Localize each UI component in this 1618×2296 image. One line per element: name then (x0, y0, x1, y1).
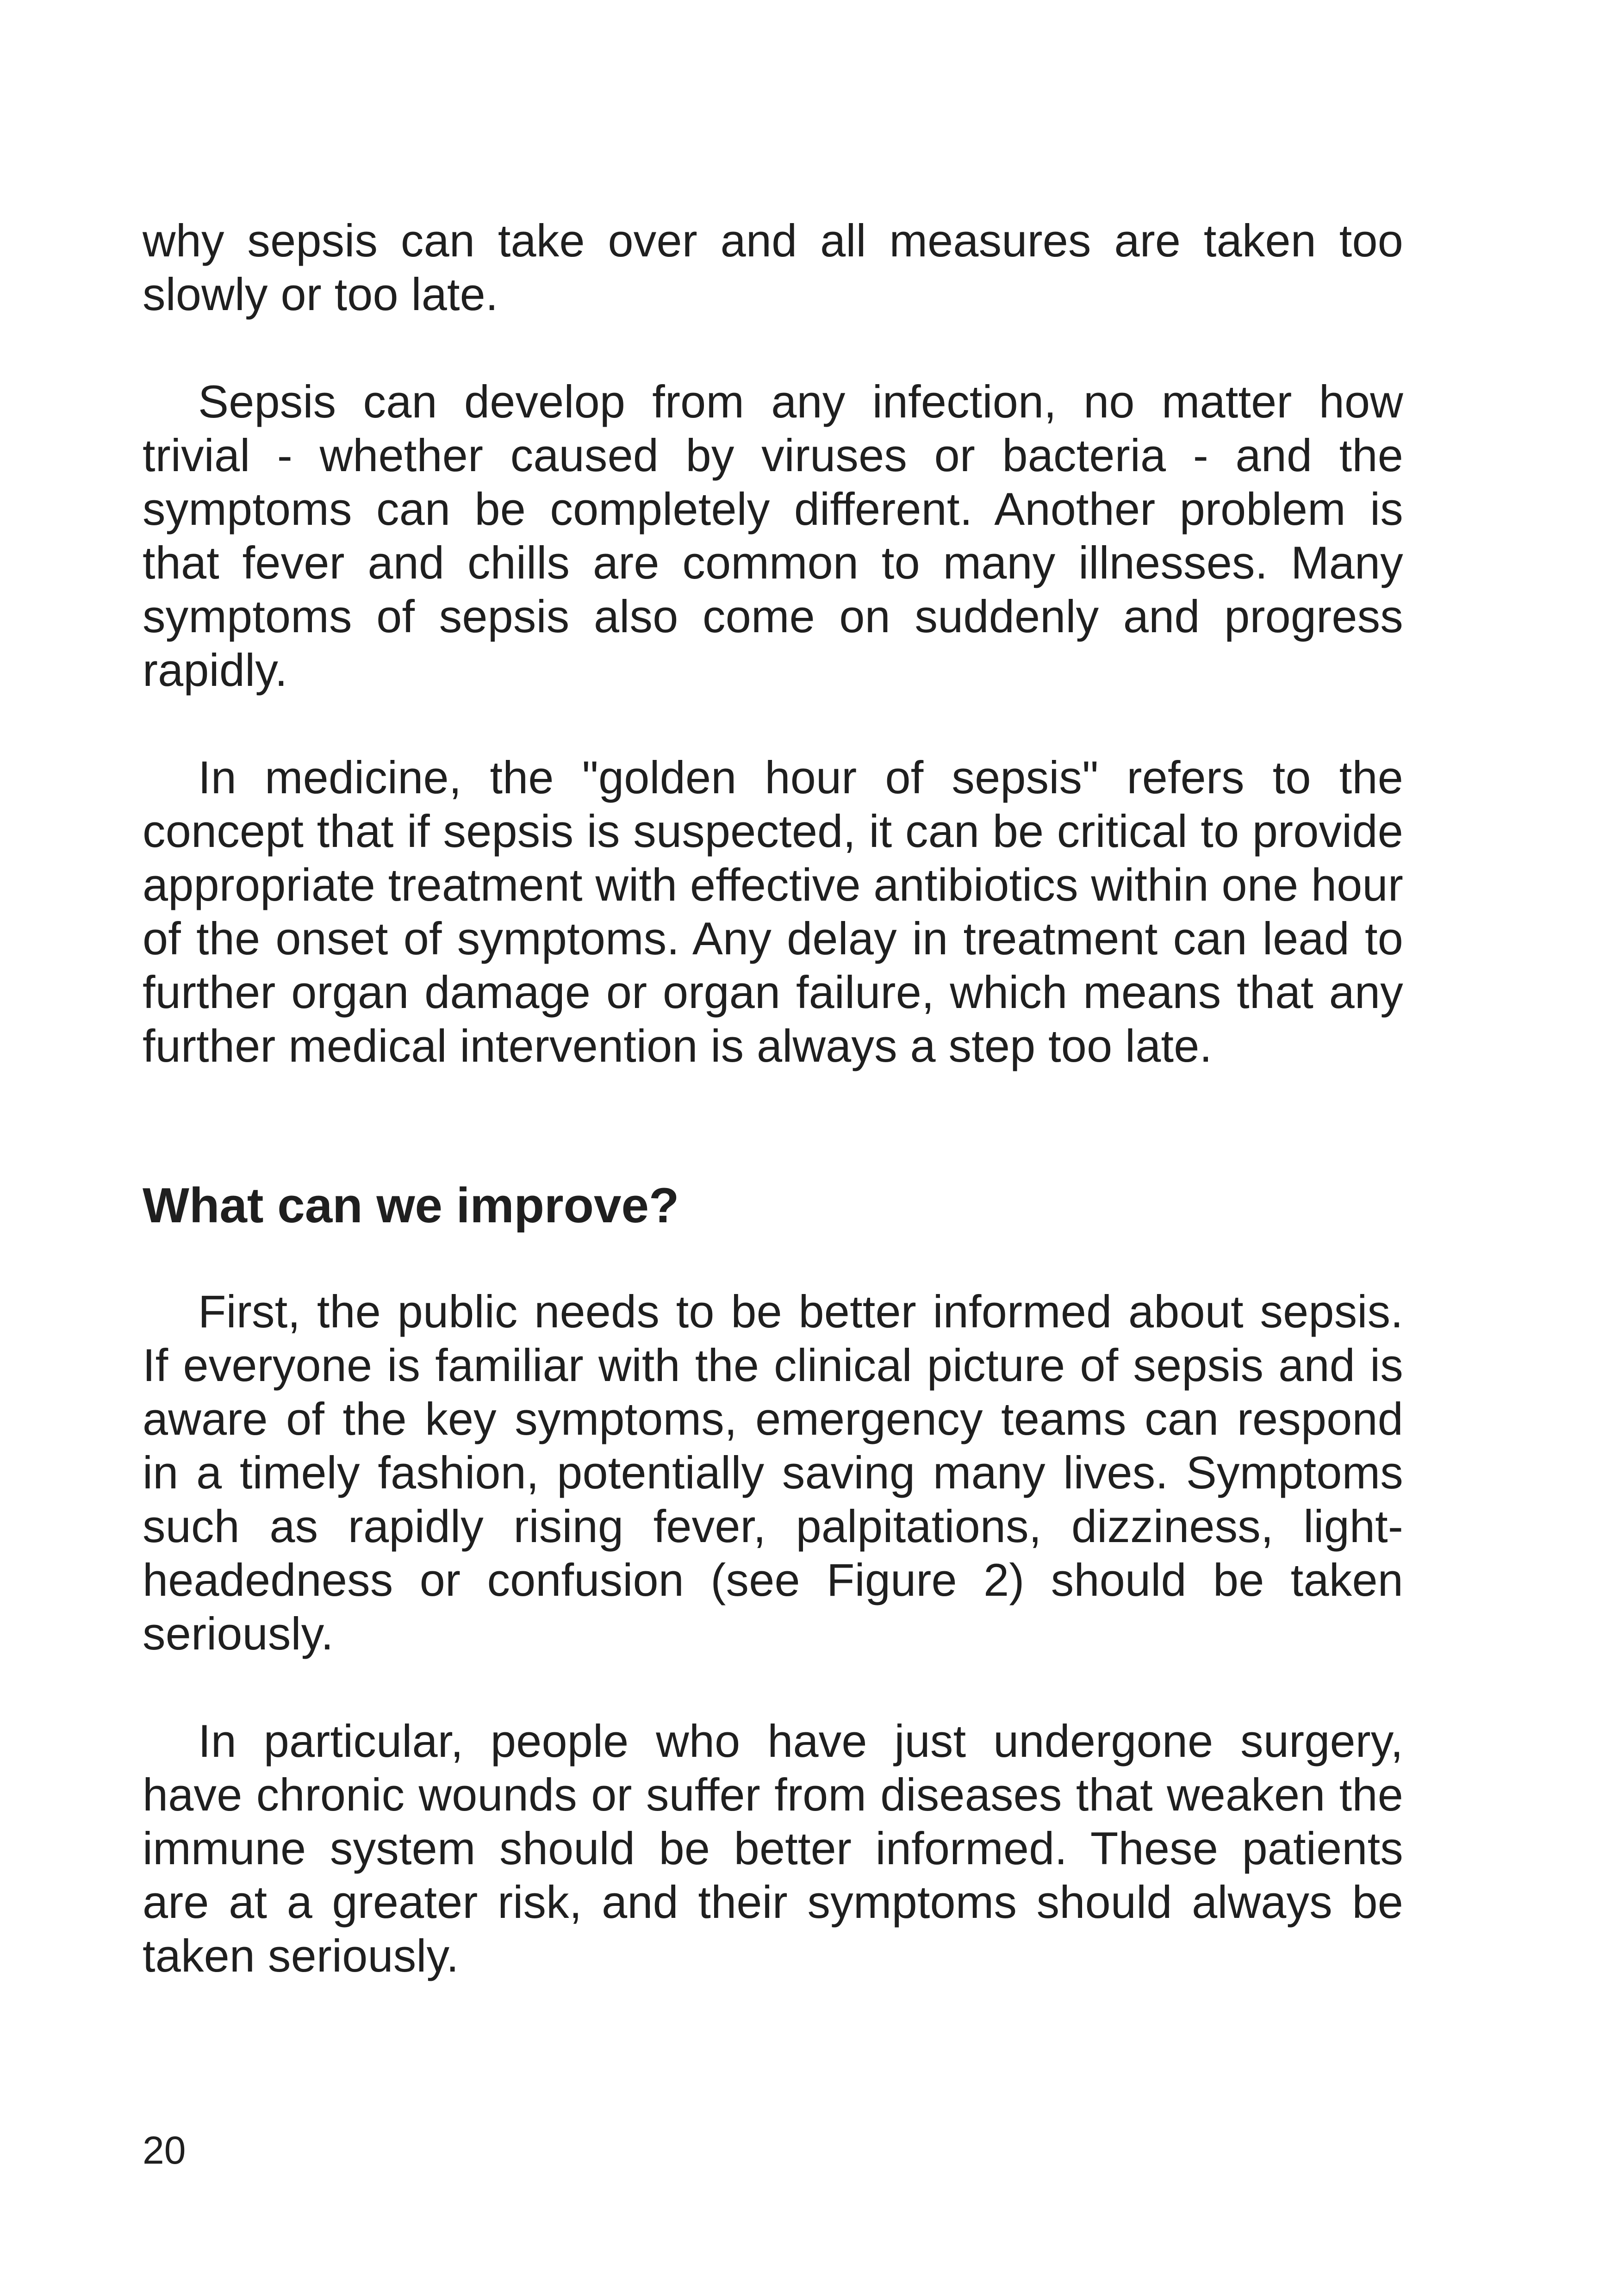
paragraph-sepsis-development: Sepsis can develop from any infection, no matter how trivial - whether caused by viruses or bacteria - and the symptoms can be completely different. Another problem is that fever and chills are common to many illnesses. Many symptoms of sepsis also come on suddenly and progress rapidly. (143, 376, 1403, 696)
page-number: 20 (143, 2128, 186, 2172)
paragraph-public-information: First, the public needs to be better informed about sepsis. If everyone is familiar with the clinical picture of sepsis and is aware of the key symptoms, emergency teams can respond in a timely fashion, potentially saving many lives. Symptoms such as rapidly rising fever, palpitations, dizziness, light-headedness or confusion (see Figure 2) should be taken seriously. (143, 1286, 1403, 1659)
section-heading: What can we improve? (143, 1177, 679, 1233)
section-spacer (143, 1073, 1403, 1177)
page-body (143, 214, 1403, 1983)
paragraph-spacer (143, 1661, 1403, 1714)
paragraph-risk-patients: In particular, people who have just undergone surgery, have chronic wounds or suffer from diseases that weaken the immune system should be better informed. These patients are at a greater risk, and their symptoms should always be taken seriously. (143, 1715, 1403, 1981)
paragraph-spacer (143, 697, 1403, 751)
heading-spacer (143, 1233, 1403, 1285)
paragraph-continuation: why sepsis can take over and all measures are taken too slowly or too late. (143, 215, 1403, 320)
paragraph-golden-hour: In medicine, the "golden hour of sepsis" refers to the concept that if sepsis is suspected, it can be critical to provide appropriate treatment with effective antibiotics within one hour of the onset of symptoms. Any delay in treatment can lead to further organ damage or organ failure, which means that any further medical intervention is always a step too late. (143, 752, 1403, 1071)
paragraph-spacer (143, 321, 1403, 375)
